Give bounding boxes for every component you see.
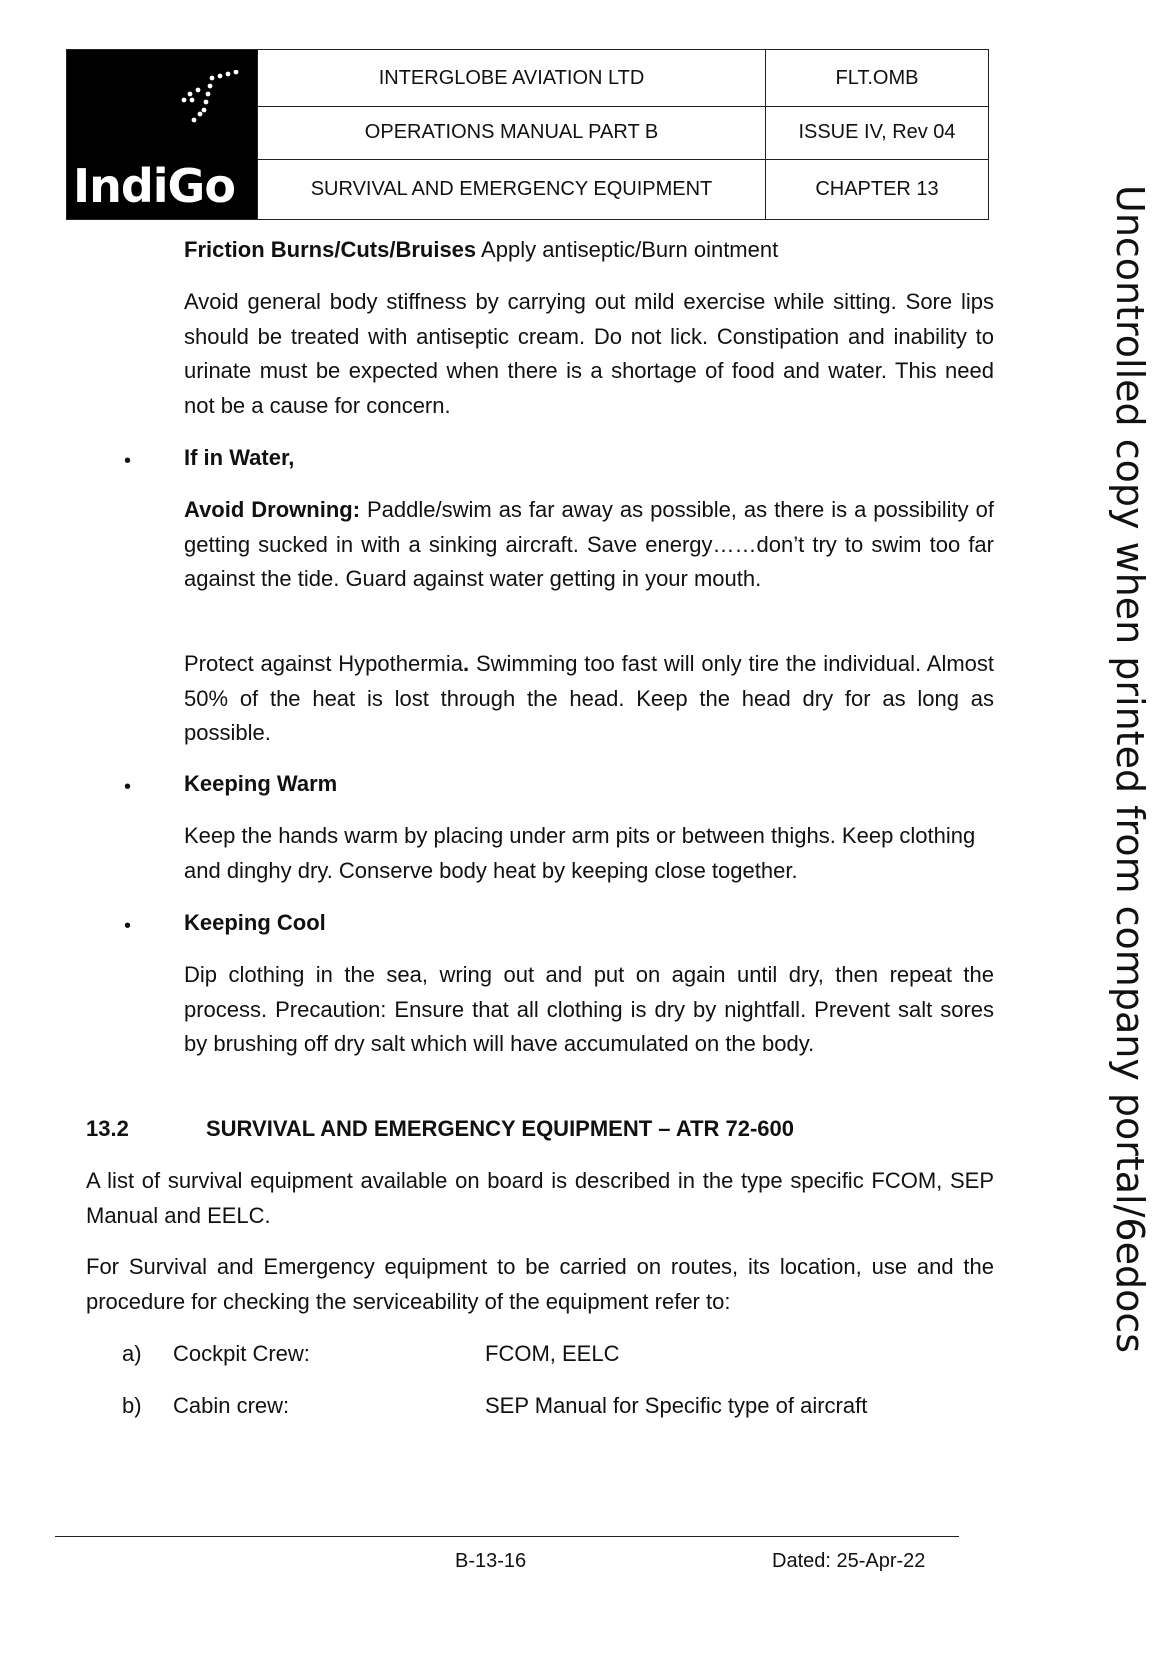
- company-name: INTERGLOBE AVIATION LTD: [258, 50, 766, 107]
- hypothermia-paragraph: [184, 647, 994, 751]
- drowning-paragraph: [184, 493, 994, 597]
- item-label: Cockpit Crew:: [173, 1341, 310, 1366]
- friction-line: [184, 233, 994, 268]
- item-marker: b): [122, 1393, 142, 1418]
- logo-cell: [67, 50, 258, 220]
- doc-code: FLT.OMB: [766, 50, 989, 107]
- hypothermia-text: Swimming too fast will only tire the individual. Almost 50% of the heat is lost through the head. Keep the head dry for as long as possible.: [184, 651, 994, 745]
- friction-label: Friction Burns/Cuts/Bruises: [184, 237, 477, 262]
- manual-name: OPERATIONS MANUAL PART B: [258, 107, 766, 159]
- routes-paragraph: For Survival and Emergency equipment to be carried on routes, its location, use and the procedure for checking the serviceability of the equipment refer to:: [86, 1254, 994, 1314]
- bullet: •: [124, 450, 132, 472]
- section-name: SURVIVAL AND EMERGENCY EQUIPMENT: [258, 159, 766, 219]
- friction-text: Apply antiseptic/Burn ointment: [476, 237, 779, 262]
- stiffness-paragraph: Avoid general body stiffness by carrying out mild exercise while sitting. Sore lips should be treated with antiseptic cream. Do not lick. Constipation and inability to urinate must be expected when there is a shortage of food and water. This need not be a cause for concern.: [184, 289, 994, 418]
- cool-heading: Keeping Cool: [184, 910, 326, 935]
- hypothermia-label: Protect against Hypothermia: [184, 651, 464, 676]
- cool-paragraph: Dip clothing in the sea, wring out and put on again until dry, then repeat the process. Precaution: Ensure that all clothing is dry by nightfall. Prevent salt sores by brushing off dry salt which will have accumulated on the body.: [184, 962, 994, 1056]
- bullet: •: [124, 776, 132, 798]
- bullet: •: [124, 915, 132, 937]
- warm-heading: Keeping Warm: [184, 771, 338, 796]
- item-ref: FCOM, EELC: [485, 1341, 620, 1366]
- water-heading: If in Water,: [184, 445, 295, 470]
- section-number: 13.2: [86, 1116, 129, 1141]
- item-ref: SEP Manual for Specific type of aircraft: [485, 1393, 868, 1418]
- footer-date: Dated: 25-Apr-22: [772, 1550, 926, 1572]
- item-label: Cabin crew:: [173, 1393, 290, 1418]
- indigo-logo: [67, 50, 257, 219]
- section-title: SURVIVAL AND EMERGENCY EQUIPMENT – ATR 72-600: [206, 1116, 795, 1141]
- chapter-number: CHAPTER 13: [766, 159, 989, 219]
- plane-dots-icon: [172, 70, 242, 130]
- footer-divider: [55, 1536, 959, 1537]
- hypothermia-period: .: [463, 651, 470, 676]
- drowning-label: Avoid Drowning:: [184, 497, 361, 522]
- issue-rev: ISSUE IV, Rev 04: [766, 107, 989, 159]
- footer-page-number: B-13-16: [455, 1550, 527, 1572]
- item-marker: a): [122, 1341, 142, 1366]
- warm-paragraph: Keep the hands warm by placing under arm pits or between thighs. Keep clothing and dinghy dry. Conserve body heat by keeping close together.: [184, 823, 976, 883]
- header-table: [66, 49, 989, 220]
- watermark-text: Uncontrolled copy when printed from company portal/6edocs: [1108, 185, 1152, 1354]
- logo-text: IndiGo: [73, 159, 235, 213]
- drowning-text: Paddle/swim as far away as possible, as there is a possibility of getting sucked in with a sinking aircraft. Save energy……don’t try to swim too far against the tide. Guard against water getting in your mouth.: [184, 497, 994, 591]
- list-paragraph: A list of survival equipment available on board is described in the type specific FCOM, SEP Manual and EELC.: [86, 1168, 994, 1228]
